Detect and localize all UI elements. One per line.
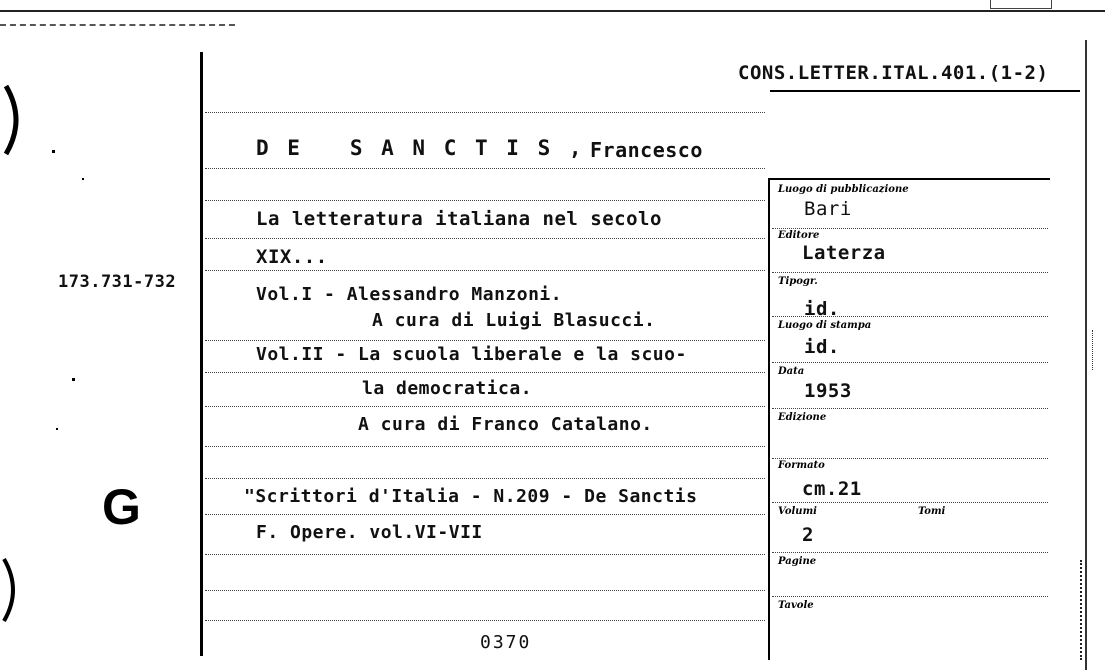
scan-speck (72, 378, 75, 381)
volume-2: Vol.II - La scuola liberale e la scuo- (256, 344, 687, 365)
label-pagine: Pagine (778, 556, 817, 567)
inventory-number: 173.731-732 (58, 272, 177, 292)
scan-speck (82, 178, 84, 180)
ruled-line (205, 554, 765, 555)
value-formato: cm.21 (802, 478, 862, 500)
ruled-line (205, 406, 765, 407)
ruled-line (205, 270, 765, 271)
shelfmark-underline (770, 90, 1080, 92)
scan-speck (52, 150, 55, 153)
field-rule (772, 458, 1048, 459)
value-luogo-stampa: id. (804, 336, 840, 358)
volume-1-curator: A cura di Luigi Blasucci. (372, 310, 656, 331)
card-left-rule (200, 52, 203, 656)
field-rule (772, 552, 1048, 553)
ruled-line (205, 168, 765, 169)
volume-2-curator: A cura di Franco Catalano. (358, 414, 653, 435)
footer-number: 0370 (480, 632, 532, 653)
letter-mark: G (102, 479, 141, 535)
top-right-tab (990, 0, 1052, 9)
scan-speck (1092, 330, 1099, 370)
ruled-line (205, 446, 765, 447)
field-rule (772, 502, 1048, 503)
ruled-line (205, 514, 765, 515)
ruled-line (205, 478, 765, 479)
label-luogo-stampa: Luogo di stampa (778, 320, 872, 331)
label-tomi: Tomi (918, 506, 946, 517)
volume-2-cont: la democratica. (362, 378, 533, 399)
value-luogo-pubblicazione: Bari (804, 198, 852, 220)
fields-box-top (768, 178, 1050, 180)
label-editore: Editore (778, 230, 820, 241)
value-data: 1953 (804, 380, 852, 402)
author-firstname: Francesco (590, 138, 703, 162)
ruled-line (205, 590, 765, 591)
scan-speck (56, 428, 58, 430)
label-edizione: Edizione (778, 412, 827, 423)
series-line-2: F. Opere. vol.VI-VII (256, 522, 483, 543)
field-rule (772, 228, 1048, 229)
value-volumi: 2 (802, 524, 814, 546)
punch-hole-mark-bottom (0, 555, 30, 625)
field-rule (772, 596, 1048, 597)
scan-speck (1080, 560, 1096, 660)
field-rule (772, 408, 1048, 409)
ruled-line (205, 112, 765, 113)
field-rule (772, 272, 1048, 273)
label-data: Data (778, 366, 805, 377)
label-formato: Formato (778, 460, 825, 471)
value-tipogr: id. (804, 298, 840, 320)
ruled-line (205, 200, 765, 201)
label-luogo-pubblicazione: Luogo di pubblicazione (778, 184, 909, 195)
punch-hole-mark-top (0, 80, 30, 160)
title-line-2: XIX... (256, 246, 328, 268)
author-surname: D E S A N C T I S , (256, 136, 585, 160)
field-rule (772, 362, 1048, 363)
fields-column-rule (768, 178, 770, 660)
ruled-line (205, 238, 765, 239)
ruled-line (205, 620, 765, 621)
ruled-line (205, 340, 765, 341)
title-line-1: La letteratura italiana nel secolo (256, 208, 662, 230)
top-dashed-scan (0, 24, 235, 26)
top-border-scan (0, 10, 1105, 12)
label-tipogr: Tipogr. (778, 276, 818, 287)
series-line-1: "Scrittori d'Italia - N.209 - De Sanctis (244, 486, 698, 507)
value-editore: Laterza (802, 242, 886, 264)
shelfmark: CONS.LETTER.ITAL.401.(1-2) (738, 62, 1049, 84)
label-tavole: Tavole (778, 600, 814, 611)
label-volumi: Volumi (778, 506, 817, 517)
ruled-line (205, 372, 765, 373)
volume-1: Vol.I - Alessandro Manzoni. (256, 284, 563, 305)
